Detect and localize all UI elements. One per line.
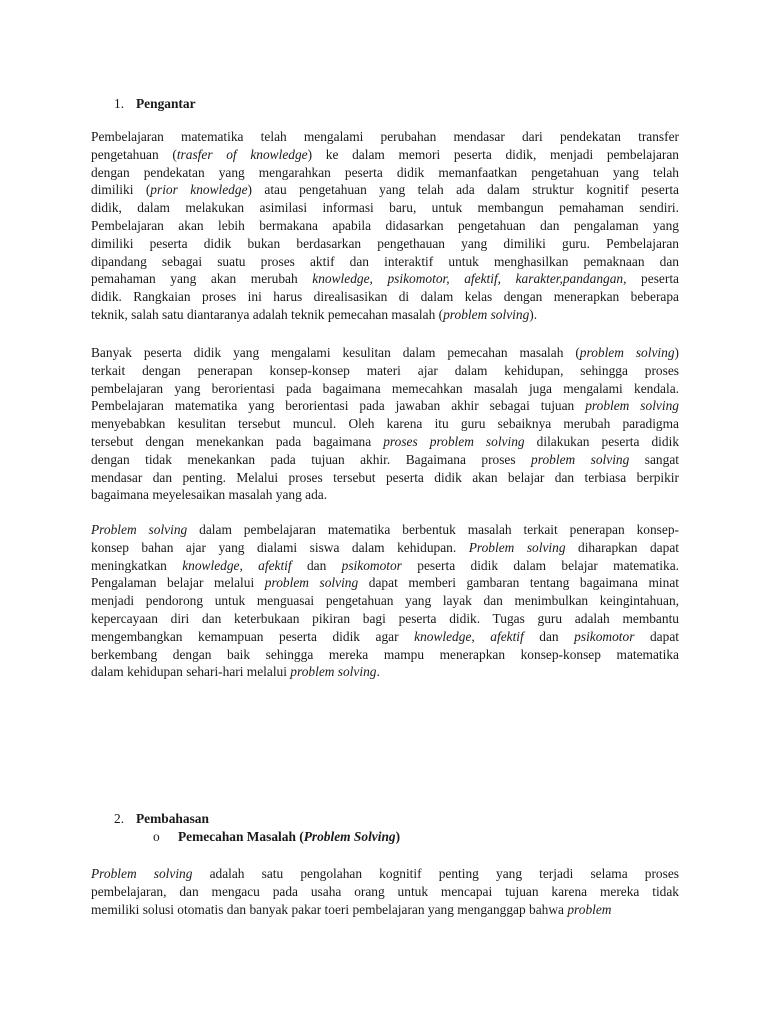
text-run: mendasar dan penting. Melalui proses tersebut peserta didik akan belajar dan terbiasa berpikir (91, 469, 679, 485)
text-run: didik. Rangkaian proses ini harus direalisasikan di dalam kelas dengan menerapkan beberapa (91, 289, 679, 305)
text-run: pemahaman yang akan merubah (91, 271, 313, 287)
paragraph (91, 128, 679, 324)
text-run: bagaimana meyelesaikan masalah yang ada. (91, 487, 328, 503)
italic-term: knowledge, psikomotor, afektif, karakter,pandangan (312, 271, 624, 287)
subheading-title-italic: Problem Solving (303, 829, 396, 844)
text-run: dilakukan peserta didik (524, 433, 680, 449)
text-run: konsep bahan ajar yang dialami siswa dalam kehidupan. (91, 539, 469, 555)
text-line (91, 592, 679, 610)
text-line (91, 397, 679, 415)
text-run: terkait dengan penerapan konsep-konsep materi ajar dalam kehidupan, sehingga proses (91, 362, 679, 378)
text-run: didik, dalam melakukan asimilasi informasi baru, untuk membangun pemahaman sendiri. (91, 200, 679, 216)
text-line (91, 646, 679, 664)
text-line (91, 217, 679, 235)
text-run: ) (674, 345, 679, 360)
text-run: dapat (634, 628, 679, 644)
text-run: teknik, salah satu diantaranya adalah teknik pemecahan masalah ( (91, 306, 444, 322)
text-line (91, 610, 679, 628)
italic-term: problem solving (579, 345, 675, 360)
italic-term: problem solving (264, 575, 359, 591)
text-line (91, 344, 679, 362)
text-line (91, 235, 679, 253)
text-run: dapat memberi gambaran tentang bagaimana minat (358, 575, 679, 591)
text-run: kepercayaan diri dan keterbukaan pikiran bagi peserta didik. Tugas guru adalah membantu (91, 610, 679, 626)
text-line (91, 539, 679, 557)
text-run: dengan pendekatan yang mengarahkan peserta didik memanfaatkan pengetahuan yang telah (91, 164, 679, 180)
text-run: , peserta (623, 271, 679, 287)
text-run: menyebabkan kesulitan tersebut muncul. Oleh karena itu guru sebaiknya merubah paradigma (91, 416, 679, 432)
section-title: Pembahasan (136, 811, 209, 826)
section-number: 2. (114, 811, 125, 826)
text-run: dimiliki peserta didik bukan berdasarkan pengethauan yang dimiliki guru. Pembelajaran (91, 235, 679, 251)
text-line (91, 433, 679, 451)
text-line (91, 253, 679, 271)
section-heading-pembahasan (114, 810, 209, 828)
text-line (91, 865, 679, 883)
italic-term: Problem solving (468, 539, 566, 555)
text-run: peserta didik dalam belajar matematika. (401, 557, 679, 573)
text-run: ) ke dalam memori peserta didik, menjadi pembelajaran (307, 146, 679, 162)
subheading-title-suffix: ) (395, 829, 401, 844)
text-line (91, 181, 679, 199)
paragraph (91, 521, 679, 681)
text-line (91, 164, 679, 182)
text-run: tersebut dengan menekankan pada bagaimana (91, 433, 384, 449)
text-run: mengembangkan kemampuan peserta didik agar (91, 628, 415, 644)
italic-term: Problem solving (91, 866, 193, 881)
text-run: adalah satu pengolahan kognitif penting yang terjadi selama proses (192, 866, 679, 881)
text-run: ). (529, 306, 538, 322)
text-run: pengetahuan ( (91, 146, 177, 162)
text-run: dalam pembelajaran matematika berbentuk masalah terkait penerapan konsep- (187, 522, 679, 537)
italic-term: problem solving (585, 398, 679, 414)
italic-term: prior knowledge (150, 182, 248, 198)
section-title: Pengantar (136, 96, 196, 111)
italic-term: proses problem solving (383, 433, 525, 449)
text-run: Pembelajaran akan lebih bermakana apabila didasarkan pengetahuan dan pengalaman yang (91, 217, 679, 233)
bullet-icon: o (153, 829, 160, 844)
italic-term: problem solving (531, 451, 630, 467)
text-run: dipandang sebagai suatu proses aktif dan interaktif untuk menghasilkan pemaknaan dan (91, 253, 679, 269)
italic-term: problem solving (443, 306, 530, 322)
text-line (91, 557, 679, 575)
paragraph (91, 344, 679, 504)
text-run: menjadi pendorong untuk menguasai pengetahuan yang layak dan menimbulkan keingintahuan, (91, 593, 679, 609)
text-run: berkembang dengan baik sehingga mereka mampu menerapkan konsep-konsep matematika (91, 646, 679, 662)
text-run: memiliki solusi otomatis dan banyak pakar toeri pembelajaran yang menganggap bahwa (91, 901, 568, 917)
text-line (91, 199, 679, 217)
italic-term: Problem solving (91, 522, 188, 537)
subheading-title-prefix: Pemecahan Masalah ( (178, 829, 304, 844)
text-run: sangat (629, 451, 679, 467)
italic-term: knowledge, afektif (414, 628, 524, 644)
text-line (91, 574, 679, 592)
text-line (91, 362, 679, 380)
text-line (91, 306, 679, 324)
text-run: pembelajaran yang berorientasi pada bagaimana memecahkan masalah juga mengalami kendala. (91, 380, 679, 396)
italic-term: problem (567, 901, 612, 917)
text-run: Pembelajaran matematika telah mengalami perubahan mendasar dari pendekatan transfer (91, 129, 679, 144)
text-line (91, 380, 679, 398)
text-run: dimiliki ( (91, 182, 151, 198)
section-heading-pengantar (114, 95, 196, 113)
paragraph (91, 865, 679, 918)
text-line (91, 146, 679, 164)
section-number: 1. (114, 96, 125, 111)
text-run: dalam kehidupan sehari-hari melalui (91, 664, 291, 680)
text-line (91, 663, 679, 681)
text-run: . (376, 664, 380, 680)
text-line (91, 521, 679, 539)
italic-term: psikomotor (574, 628, 635, 644)
text-line (91, 451, 679, 469)
text-run: dan (291, 557, 342, 573)
text-run: Banyak peserta didik yang mengalami kesulitan dalam pemecahan masalah ( (91, 345, 580, 360)
text-line (91, 469, 679, 487)
text-line (91, 288, 679, 306)
italic-term: trasfer of knowledge (176, 146, 308, 162)
text-run: Pengalaman belajar melalui (91, 575, 265, 591)
text-line (91, 486, 679, 504)
text-run: diharapkan dapat (565, 539, 679, 555)
italic-term: problem solving (290, 664, 377, 680)
italic-term: knowledge, afektif (182, 557, 292, 573)
text-line (91, 128, 679, 146)
italic-term: psikomotor (341, 557, 402, 573)
text-run: meningkatkan (91, 557, 183, 573)
text-run: Pembelajaran matematika yang berorientasi pada jawaban akhir sebagai tujuan (91, 398, 586, 414)
text-line (91, 415, 679, 433)
text-line (91, 901, 679, 919)
text-run: pembelajaran, dan mengacu pada usaha orang untuk mencapai tujuan karena mereka tidak (91, 883, 679, 899)
text-run: dengan tidak menekankan pada tujuan akhir. Bagaimana proses (91, 451, 532, 467)
text-line (91, 270, 679, 288)
text-line (91, 883, 679, 901)
text-run: ) atau pengetahuan yang telah ada dalam struktur kognitif peserta (247, 182, 679, 198)
text-run: dan (523, 628, 575, 644)
subheading-pemecahan-masalah (153, 828, 400, 846)
text-line (91, 628, 679, 646)
